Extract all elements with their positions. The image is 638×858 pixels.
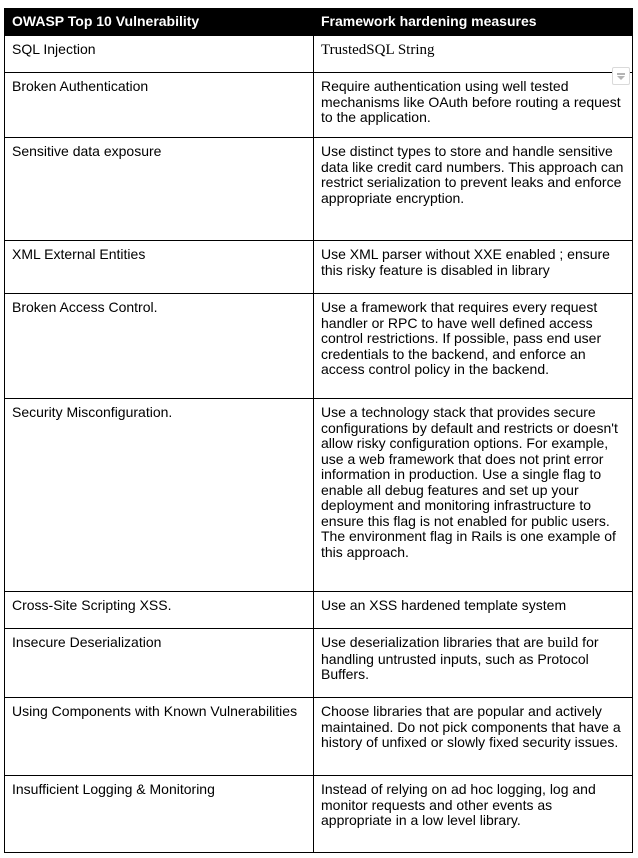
vulnerability-text: Insecure Deserialization <box>12 634 162 650</box>
vulnerability-cell[interactable] <box>5 73 314 138</box>
vulnerability-text: SQL Injection <box>12 41 96 57</box>
measure-text: for handling untrusted inputs, such as Protocol Buffers. <box>321 634 599 682</box>
measure-text: TrustedSQL String <box>321 42 435 58</box>
column-header-measures: Framework hardening measures <box>314 9 633 36</box>
vulnerability-cell[interactable] <box>5 592 314 629</box>
vulnerability-cell[interactable] <box>5 399 314 592</box>
vulnerability-text: Using Components with Known Vulnerabilities <box>12 703 298 719</box>
measure-text-serif: build <box>547 635 579 651</box>
table-row <box>5 73 633 138</box>
table-row <box>5 698 633 776</box>
measure-cell[interactable] <box>314 36 633 73</box>
table-row <box>5 294 633 399</box>
owasp-hardening-table <box>4 8 633 853</box>
table-row <box>5 776 633 853</box>
table-row <box>5 629 633 698</box>
vulnerability-text: Security Misconfiguration. <box>12 404 173 420</box>
measure-text: Use distinct types to store and handle sensitive data like credit card numbers. This approach can restrict serialization to prevent leaks and enforce appropriate encryption. <box>321 143 624 206</box>
column-header-vulnerability: OWASP Top 10 Vulnerability <box>5 9 314 36</box>
measure-text: Use an XSS hardened template system <box>321 597 567 613</box>
measure-cell[interactable] <box>314 138 633 241</box>
measure-text: Use a technology stack that provides secure configurations by default and restricts or doesn't allow risky configuration options. For example, use a web framework that does not print error information in production. Use a single flag to enable all debug features and set up your deployment and monitoring infrastructure to ensure this flag is not enabled for public users. The environment flag in Rails is one example of this approach. <box>321 404 618 560</box>
vulnerability-text: Sensitive data exposure <box>12 143 162 159</box>
measure-cell[interactable] <box>314 698 633 776</box>
measure-cell[interactable] <box>314 776 633 853</box>
vulnerability-text: Insufficient Logging & Monitoring <box>12 781 215 797</box>
measure-text: Use a framework that requires every request handler or RPC to have well defined access control restrictions. If possible, pass end user credentials to the backend, and enforce an access control policy in the backend. <box>321 299 602 377</box>
measure-cell[interactable] <box>314 241 633 294</box>
measure-text: Choose libraries that are popular and actively maintained. Do not pick components that have a history of unfixed or slowly fixed security issues. <box>321 703 621 750</box>
vulnerability-cell[interactable] <box>5 138 314 241</box>
table-row <box>5 592 633 629</box>
measure-cell[interactable] <box>314 73 633 138</box>
collapse-dropdown-button[interactable] <box>612 67 630 85</box>
vulnerability-cell[interactable] <box>5 776 314 853</box>
measure-text: Instead of relying on ad hoc logging, log and monitor requests and other events as appropriate in a low level library. <box>321 781 596 828</box>
vulnerability-text: Broken Access Control. <box>12 299 158 315</box>
collapse-bar-icon <box>617 73 625 75</box>
vulnerability-text: Broken Authentication <box>12 78 149 94</box>
table-row <box>5 399 633 592</box>
vulnerability-cell[interactable] <box>5 241 314 294</box>
triangle-down-icon <box>617 76 625 80</box>
measure-cell[interactable] <box>314 629 633 698</box>
vulnerability-text: XML External Entities <box>12 246 146 262</box>
table-header-row <box>5 9 633 36</box>
vulnerability-cell[interactable] <box>5 294 314 399</box>
measure-cell[interactable] <box>314 294 633 399</box>
table-row <box>5 241 633 294</box>
measure-cell[interactable] <box>314 399 633 592</box>
vulnerability-cell[interactable] <box>5 698 314 776</box>
measure-text: Require authentication using well tested mechanisms like OAuth before routing a request to the application. <box>321 78 621 125</box>
vulnerability-cell[interactable] <box>5 36 314 73</box>
measure-text: Use XML parser without XXE enabled ; ensure this risky feature is disabled in library <box>321 246 610 278</box>
vulnerability-text: Cross-Site Scripting XSS. <box>12 597 172 613</box>
measure-text: Use deserialization libraries that are <box>321 634 548 650</box>
table-row <box>5 36 633 73</box>
table-row <box>5 138 633 241</box>
vulnerability-cell[interactable] <box>5 629 314 698</box>
measure-cell[interactable] <box>314 592 633 629</box>
